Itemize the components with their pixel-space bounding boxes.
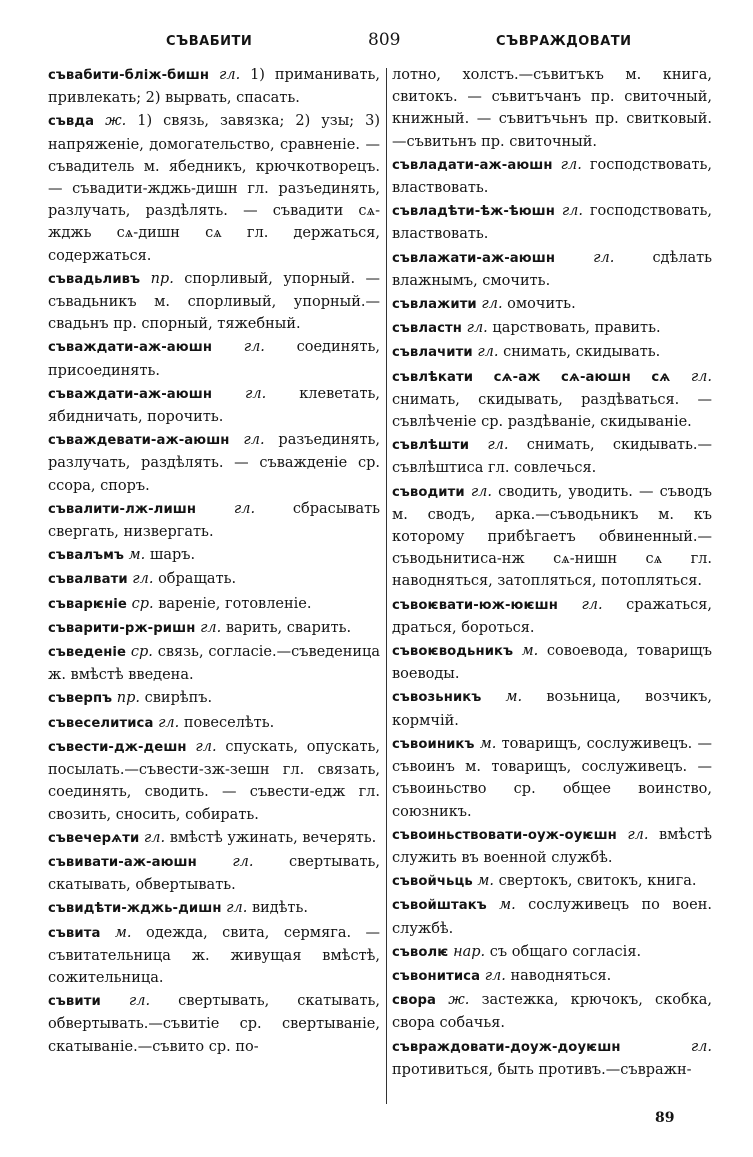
entry-headword: съвойштакъ [392,898,487,914]
dictionary-entry [392,824,712,869]
entry-definition: обращать. [158,571,237,588]
entry-part-of-speech: гл. [481,296,503,313]
entry-definition: 1) приманивать, привлекать; 2) вырвать, спасать. [48,67,381,107]
dictionary-entry [48,429,380,497]
dictionary-entry [48,498,380,543]
entry-definition: вмѣстѣ ужинать, вечерять. [169,829,377,846]
dictionary-entry [392,894,712,939]
dictionary-entry [48,641,380,686]
entry-part-of-speech: ср. [131,595,154,612]
entry-headword: съволѥ [392,944,449,960]
entry-headword: съвечерѧти [48,830,140,846]
entry-headword: съвадьливъ [48,271,141,287]
entry-headword: съвита [48,925,101,941]
dictionary-entry [48,712,380,735]
entry-part-of-speech: м. [521,643,539,660]
entry-part-of-speech: гл. [477,344,499,361]
entry-part-of-speech: ср. [130,644,153,661]
entry-definition: совоевода, товарищъ воеводы. [392,643,712,683]
entry-definition: сражаться, драться, бороться. [392,596,712,636]
entry-definition: наводняться. [510,967,612,984]
left-column [48,64,380,1058]
entry-part-of-speech: ж. [448,992,470,1009]
entry-part-of-speech: гл. [143,829,166,846]
entry-headword: съвити [48,994,101,1010]
dictionary-entry [48,827,380,850]
dictionary-entry [392,941,712,964]
dictionary-entry [48,922,380,990]
entry-part-of-speech: гл. [132,571,154,588]
running-head-right: СЪВРАЖДОВАТИ [496,34,632,49]
entry-definition: свертывать, скатывать, обвертывать. [48,853,381,894]
entry-part-of-speech: гл. [233,500,256,517]
entry-part-of-speech: гл. [245,385,267,402]
dictionary-entry [48,336,380,381]
entry-definition: лотно, холстъ.—съвитъкъ м. книга, свитокъ. — съвитъчанъ пр. свиточный, книжный. — съвитъчьнъ пр. свитковый.—съвитьнъ пр. свиточный. [392,67,712,150]
entry-headword: съвидѣти-жджь-дишн [48,901,222,917]
entry-headword: съвалъмъ [48,548,125,564]
entry-part-of-speech: гл. [219,67,241,83]
entry-part-of-speech: м. [128,547,146,564]
dictionary-entry [48,544,380,567]
entry-headword: съвладати-аж-аюшн [392,157,553,173]
entry-part-of-speech: м. [499,897,516,914]
dictionary-entry [392,870,712,893]
entry-definition: товарищъ, сослуживецъ. — съвоинъ м. товарищъ, сослуживецъ. — съвоиньство ср. общее воинство, союзникъ. [392,735,713,820]
dictionary-entry [392,64,712,153]
entry-definition: господствовать, властвовать. [392,156,713,197]
entry-part-of-speech: гл. [593,249,615,266]
right-column [392,64,712,1081]
entry-part-of-speech: м. [479,735,497,752]
entry-part-of-speech: м. [114,924,132,941]
entry-definition: противиться, быть противъ.—съвражн- [392,1061,692,1078]
entry-part-of-speech: гл. [226,900,248,917]
dictionary-entry [48,990,380,1058]
entry-headword: съвести-дж-дешн [48,739,187,755]
entry-definition: свертокъ, свитокъ, книга. [498,873,697,890]
entry-definition: омочить. [507,296,576,313]
entry-definition: сослуживецъ по воен. службѣ. [392,897,713,937]
entry-headword: съвоѥвати-юж-юѥшн [392,597,558,613]
entry-headword: съвозьникъ [392,690,482,706]
dictionary-entry [392,434,712,479]
entry-headword: съвлажити [392,297,477,313]
entry-part-of-speech: гл. [128,993,151,1010]
entry-headword: съведеніе [48,645,127,661]
dictionary-entry [48,64,380,109]
entry-definition: вареніе, готовленіе. [158,595,312,612]
page-number: 809 [368,30,401,50]
dictionary-entry [392,989,712,1034]
entry-part-of-speech: гл. [243,339,265,356]
dictionary-entry [48,110,380,266]
entry-headword: съвраждовати-доуж-доуѥшн [392,1039,621,1055]
entry-headword: съверпъ [48,691,113,707]
entry-definition: повеселѣть. [183,714,275,731]
dictionary-entry [392,154,712,199]
signature-mark: 89 [655,1110,675,1126]
entry-headword: съвонитиса [392,968,481,984]
entry-definition: снимать, скидывать.— съвлѣштиса гл. совлечься. [392,437,712,477]
entry-part-of-speech: ж. [105,113,127,130]
dictionary-entry [48,383,380,428]
dictionary-entry [48,736,380,826]
dictionary-entry [392,1036,712,1081]
entry-definition: царствовать, править. [492,320,661,337]
entry-part-of-speech: м. [477,873,495,890]
entry-headword: съводити [392,484,465,500]
entry-part-of-speech: гл. [466,320,488,337]
entry-definition: вмѣстѣ служить въ военной службѣ. [392,826,713,866]
dictionary-entry [392,733,712,823]
dictionary-entry [48,897,380,920]
entry-definition: варить, сварить. [225,619,352,636]
entry-definition: сбрасывать свергать, низвергать. [48,500,381,541]
entry-definition: застежка, крючокъ, скобка, свора собачья. [392,992,713,1032]
entry-definition: видѣть. [251,900,308,917]
entry-headword: съвлѣкати сѧ-аж сѧ-аюшн сѧ [392,369,671,385]
dictionary-entry [48,568,380,591]
entry-headword: съвлажати-аж-аюшн [392,250,556,266]
entry-definition: связь, согласіе.—съведеница ж. вмѣстѣ введена. [48,644,380,684]
entry-headword: съваждати-аж-аюшн [48,386,213,402]
page-header [48,30,708,60]
entry-definition: сдѣлать влажнымъ, смочить. [392,249,713,289]
entry-part-of-speech: гл. [690,368,712,385]
entry-part-of-speech: гл. [232,853,254,870]
entry-headword: свора [392,993,437,1009]
entry-headword: съвалити-лж-лишн [48,501,197,517]
dictionary-entry [392,594,712,639]
entry-definition: возьница, возчикъ, кормчій. [392,689,713,729]
entry-headword: съвлѣшти [392,438,470,454]
entry-definition: одежда, свита, сермяга. — съвитательница ж. живущая вмѣстѣ, сожительница. [48,924,381,986]
entry-headword: съвладѣти-ѣж-ѣюшн [392,204,555,220]
entry-headword: съвойчьць [392,874,473,890]
entry-headword: съварити-рж-ришн [48,620,196,636]
dictionary-entry [392,247,712,292]
entry-part-of-speech: пр. [150,270,174,287]
entry-definition: свирѣпъ. [144,690,213,707]
dictionary-entry [392,293,712,316]
entry-part-of-speech: гл. [243,432,265,449]
entry-headword: съварѥніе [48,596,127,612]
entry-headword: съваждати-аж-аюшн [48,340,213,356]
entry-headword: съвоиникъ [392,736,475,752]
entry-definition: шаръ. [149,547,196,564]
dictionary-entry [392,200,712,245]
dictionary-entry [392,341,712,364]
entry-definition: свертывать, скатывать, обвертывать.—съвитіе ср. свертываніе, скатываніе.—съвито ср. по- [48,993,381,1055]
entry-part-of-speech: гл. [560,156,582,173]
entry-part-of-speech: гл. [470,483,492,500]
entry-definition: 1) связь, завязка; 2) узы; 3) напряженіе, домогательство, сравненіе. — съвадитель м. ябедникъ, крючкотворецъ. — съвадити-жджь-дишн гл. разъединять, разлучать, раздѣлять. — съвадити сѧ-жджь сѧ-дишн сѧ гл. держаться, содержаться. [48,113,381,264]
entry-headword: съвлачити [392,345,473,361]
entry-headword: съвивати-аж-аюшн [48,854,197,870]
entry-headword: съваждевати-аж-аюшн [48,433,230,449]
dictionary-entry [392,965,712,988]
dictionary-entry [392,317,712,340]
entry-part-of-speech: гл. [158,714,180,731]
entry-part-of-speech: гл. [561,203,584,220]
entry-part-of-speech: гл. [690,1038,712,1055]
running-head-left: СЪВАБИТИ [166,34,253,49]
entry-headword: съвда [48,114,95,130]
entry-definition: господствовать, властвовать. [392,203,713,243]
entry-definition: разъединять, разлучать, раздѣлять. — съважденіе ср. ссора, споръ. [48,432,380,494]
entry-part-of-speech: нар. [453,943,486,960]
entry-part-of-speech: гл. [200,619,222,636]
entry-definition: клеветать, ябидничать, порочить. [48,385,381,426]
dictionary-entry [48,593,380,616]
entry-definition: сводить, уводить. — съводъ м. сводъ, арка.—съводьникъ м. къ которому прибѣгаетъ обвиненный.—съводьнитиса-нж сѧ-нишн сѧ гл. наводняться, затопляться, потопляться. [392,483,712,590]
entry-part-of-speech: гл. [195,738,217,755]
dictionary-entry [48,851,380,896]
dictionary-entry [392,686,712,731]
entry-definition: снимать, скидывать. [503,344,661,361]
entry-headword: съвоѥводьникъ [392,644,514,660]
entry-definition: спорливый, упорный. —съвадьникъ м. спорливый, упорный.—свадьнъ пр. спорный, тяжебный. [48,270,380,333]
entry-definition: соединять, присоединять. [48,339,380,379]
entry-headword: съвабити-бліж-бишн [48,68,210,83]
entry-part-of-speech: гл. [484,967,506,984]
entry-headword: съвластн [392,321,463,337]
entry-part-of-speech: гл. [581,596,603,613]
entry-part-of-speech: пр. [116,690,141,707]
entry-part-of-speech: гл. [627,826,649,843]
entry-headword: съвалвати [48,572,128,588]
entry-definition: съ общаго согласія. [489,943,642,960]
dictionary-entry [48,268,380,336]
entry-definition: спускать, опускать, посылать.—съвести-зж-зешн гл. связать, соединять, сводить. — съвести-едж гл. свозить, сносить, собирать. [48,738,381,823]
dictionary-entry [392,640,712,685]
entry-headword: съвеселитиса [48,715,154,731]
dictionary-entry [392,481,712,593]
entry-headword: съвоиньствовати-оуж-оуѥшн [392,827,617,843]
dictionary-entry [48,617,380,640]
entry-part-of-speech: гл. [487,437,509,454]
dictionary-entry [392,366,712,434]
entry-definition: снимать, скидывать, раздѣваться. — съвлѣченіе ср. раздѣваніе, скидываніе. [392,391,712,431]
entry-part-of-speech: м. [505,689,523,706]
dictionary-entry [48,687,380,710]
column-divider [386,68,387,1104]
